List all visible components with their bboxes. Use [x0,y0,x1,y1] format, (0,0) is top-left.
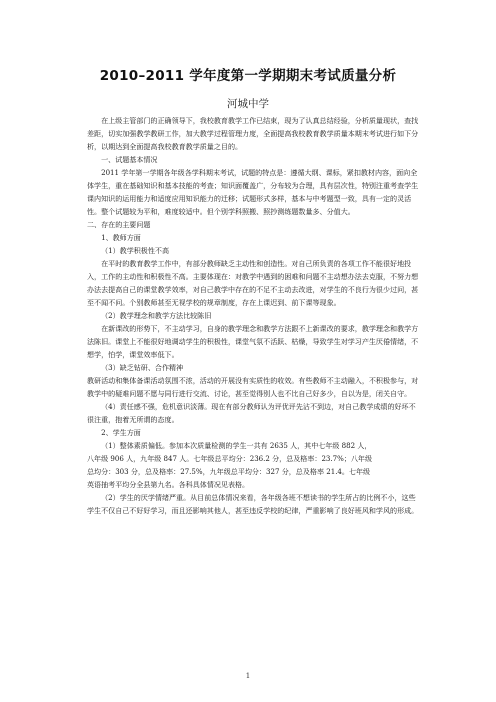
subsection-heading: 1、教师方面 [101,233,141,243]
paragraph: 2011 学年第一学期各年级各学科期末考试，试题的特点是：遵循大纲、课标，紧扣教材内容，面向全体学生，重在基础知识和基本技能的考查；知识面覆盖广，分布较为合理，具有层次性，特别注重考查学生课内知识的运用能力和适度应用知识能力的迁移；试题形式多样，基本与中考题型一致，具有一定的灵活性。整个试题较为平和，难度较适中。但个别学科照搬、照抄测练题数量多、分值大。 [87,168,419,217]
stat-line: （1）整体素质偏低。参加本次质量检测的学生一共有 2635 人，其中七年级 882 人， [101,441,372,451]
point-heading: （1）教学积极性不高 [101,246,169,256]
document-body [87,114,419,517]
paragraph: 在平时的教育教学工作中，有部分教师缺乏主动性和创造性。对自己所负责的各项工作不能很好地投入，工作的主动性和积极性不高。主要体现在：对教学中遇到的困难和问题不主动想办法去克服，不努力想办法去提高自己的课堂教学效率，对自己教学中存在的不足不主动去改进，对学生的不良行为很少过问，甚至不闻不问。个别教师甚至无视学校的规章制度，存在上课迟到、前下课等现象。 [87,259,419,308]
document-title: 2010–2011 学年度第一学期期末考试质量分析 [99,68,397,84]
subsection-heading: 2、学生方面 [101,428,141,438]
stat-line: 八年级 906 人，九年级 847 人。七年级总平均分：236.2 分，总及格率：23.7%；八年级 [87,454,373,464]
stat-line: 英语抽考平均分全县第九名。各科具体情况见表格。 [87,480,250,490]
school-name: 河城中学 [227,98,269,110]
intro-paragraph: 在上级主管部门的正确领导下，我校教育教学工作已结束，现为了认真总结经验，分析质量现状，查找差距，切实加强教学教研工作，加大教学过程管理力度，全面提高我校教育教学质量本期末考试进行如下分析，以期达到全面提高我校教育教学质量之目的。 [87,116,419,152]
paragraph: 在新课改的形势下，不主动学习，自身的教学理念和教学方法跟不上新课改的要求，教学理念和教学方法陈旧。课堂上不能很好地调动学生的积极性，课堂气氛不活跃、枯燥，导致学生对学习产生厌倦情绪，不想学，怕学，课堂效率低下。 [87,324,419,360]
paragraph: （4）责任感不强，危机意识淡薄。现在有部分教师认为评优评先沾不到边，对自己教学成绩的好坏不很注重，抱着无所谓的态度。 [87,402,416,425]
page-number: 1 [245,672,251,680]
point-heading: （3）缺乏钻研、合作精神 [101,363,184,373]
paragraph: 教研活动和集体备课活动氛围不浓，活动的开展没有实质性的收效。有些教师不主动融入，不积极参与，对教学中的疑难问题不愿与同行进行交流、讨论，甚至觉得别人也不比自己好多少，自以为是，闭关自守。 [87,376,419,399]
section-heading: 二、存在的主要问题 [87,220,151,230]
stat-line: 总均分：303 分，总及格率：27.5%，九年级总平均分：327 分，总及格率 21.4。七年级 [87,467,371,477]
point-heading: （2）教学理念和教学方法比较陈旧 [101,311,212,321]
paragraph: （2）学生的厌学情绪严重。从目前总体情况来看，各年级各班不想读书的学生所占的比例不小，这些学生不仅自己不好好学习，而且还影响其他人，甚至违反学校的纪律，严重影响了良好班风和学风的形成。 [87,493,419,516]
section-heading: 一、试题基本情况 [101,155,158,165]
